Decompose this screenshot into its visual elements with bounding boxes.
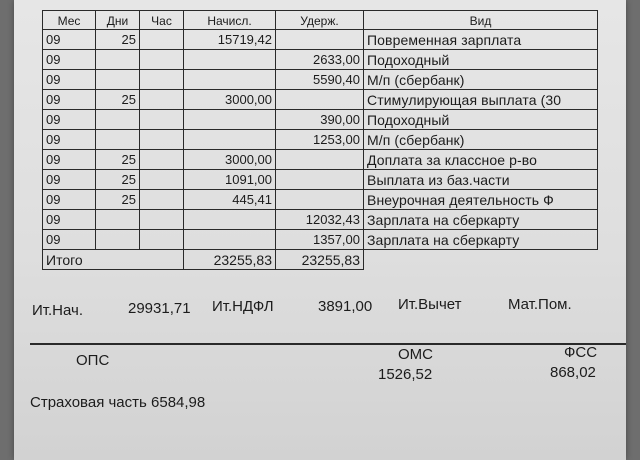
total-withheld: 23255,83: [276, 250, 364, 270]
accrued-cell: [184, 230, 276, 250]
withheld-cell: 390,00: [276, 110, 364, 130]
month-cell: 09: [42, 30, 96, 50]
accrued-cell: [184, 70, 276, 90]
accrued-cell: 1091,00: [184, 170, 276, 190]
it-ndfl-value: 3891,00: [318, 298, 373, 315]
withheld-cell: 5590,40: [276, 70, 364, 90]
oms-value: 1526,52: [378, 366, 433, 383]
hours-cell: [140, 130, 184, 150]
withheld-cell: 2633,00: [276, 50, 364, 70]
days-cell: [96, 110, 140, 130]
days-cell: 25: [96, 150, 140, 170]
days-cell: [96, 230, 140, 250]
hours-cell: [140, 230, 184, 250]
accrued-cell: [184, 110, 276, 130]
days-cell: [96, 70, 140, 90]
column-header: Вид: [364, 10, 598, 30]
kind-cell: Подоходный: [364, 50, 598, 70]
withheld-cell: [276, 30, 364, 50]
kind-cell: Зарплата на сберкарту: [364, 230, 598, 250]
insurance-part: Страховая часть 6584,98: [30, 394, 206, 411]
fss-value: 868,02: [550, 364, 596, 381]
withheld-cell: 12032,43: [276, 210, 364, 230]
it-ndfl-label: Ит.НДФЛ: [212, 298, 274, 315]
column-header: Мес: [42, 10, 96, 30]
hours-cell: [140, 70, 184, 90]
month-cell: 09: [42, 50, 96, 70]
month-cell: 09: [42, 110, 96, 130]
payslip-paper: [14, 0, 626, 460]
withheld-cell: [276, 150, 364, 170]
hours-cell: [140, 30, 184, 50]
accrued-cell: [184, 130, 276, 150]
it-nach-label: Ит.Нач.: [32, 302, 83, 319]
month-cell: 09: [42, 190, 96, 210]
kind-cell: М/п (сбербанк): [364, 130, 598, 150]
days-cell: 25: [96, 170, 140, 190]
kind-cell: М/п (сбербанк): [364, 70, 598, 90]
days-cell: [96, 210, 140, 230]
hours-cell: [140, 50, 184, 70]
total-label: Итого: [42, 250, 184, 270]
month-cell: 09: [42, 210, 96, 230]
withheld-cell: 1357,00: [276, 230, 364, 250]
days-cell: 25: [96, 90, 140, 110]
days-cell: 25: [96, 30, 140, 50]
hours-cell: [140, 190, 184, 210]
withheld-cell: [276, 90, 364, 110]
it-nach-value: 29931,71: [128, 300, 191, 317]
withheld-cell: [276, 170, 364, 190]
accrued-cell: 3000,00: [184, 90, 276, 110]
kind-cell: Зарплата на сберкарту: [364, 210, 598, 230]
days-cell: [96, 50, 140, 70]
hours-cell: [140, 110, 184, 130]
hours-cell: [140, 90, 184, 110]
column-header: Начисл.: [184, 10, 276, 30]
withheld-cell: [276, 190, 364, 210]
month-cell: 09: [42, 130, 96, 150]
month-cell: 09: [42, 150, 96, 170]
mat-pom-label: Мат.Пом.: [508, 296, 572, 313]
hours-cell: [140, 170, 184, 190]
accrued-cell: 15719,42: [184, 30, 276, 50]
month-cell: 09: [42, 170, 96, 190]
summary-divider: [30, 343, 626, 345]
fss-label: ФСС: [564, 344, 598, 361]
accrued-cell: [184, 210, 276, 230]
kind-cell: Подоходный: [364, 110, 598, 130]
kind-cell: Доплата за классное р-во: [364, 150, 598, 170]
month-cell: 09: [42, 230, 96, 250]
days-cell: [96, 130, 140, 150]
month-cell: 09: [42, 90, 96, 110]
withheld-cell: 1253,00: [276, 130, 364, 150]
it-vychet-label: Ит.Вычет: [398, 296, 462, 313]
hours-cell: [140, 210, 184, 230]
kind-cell: Повременная зарплата: [364, 30, 598, 50]
column-header: Дни: [96, 10, 140, 30]
kind-cell: Внеурочная деятельность Ф: [364, 190, 598, 210]
oms-label: ОМС: [398, 346, 433, 363]
kind-cell: Стимулирующая выплата (30: [364, 90, 598, 110]
ops-label: ОПС: [76, 352, 110, 369]
kind-cell: Выплата из баз.части: [364, 170, 598, 190]
accrued-cell: [184, 50, 276, 70]
accrued-cell: 3000,00: [184, 150, 276, 170]
column-header: Час: [140, 10, 184, 30]
hours-cell: [140, 150, 184, 170]
month-cell: 09: [42, 70, 96, 90]
accrued-cell: 445,41: [184, 190, 276, 210]
days-cell: 25: [96, 190, 140, 210]
column-header: Удерж.: [276, 10, 364, 30]
total-accrued: 23255,83: [184, 250, 276, 270]
